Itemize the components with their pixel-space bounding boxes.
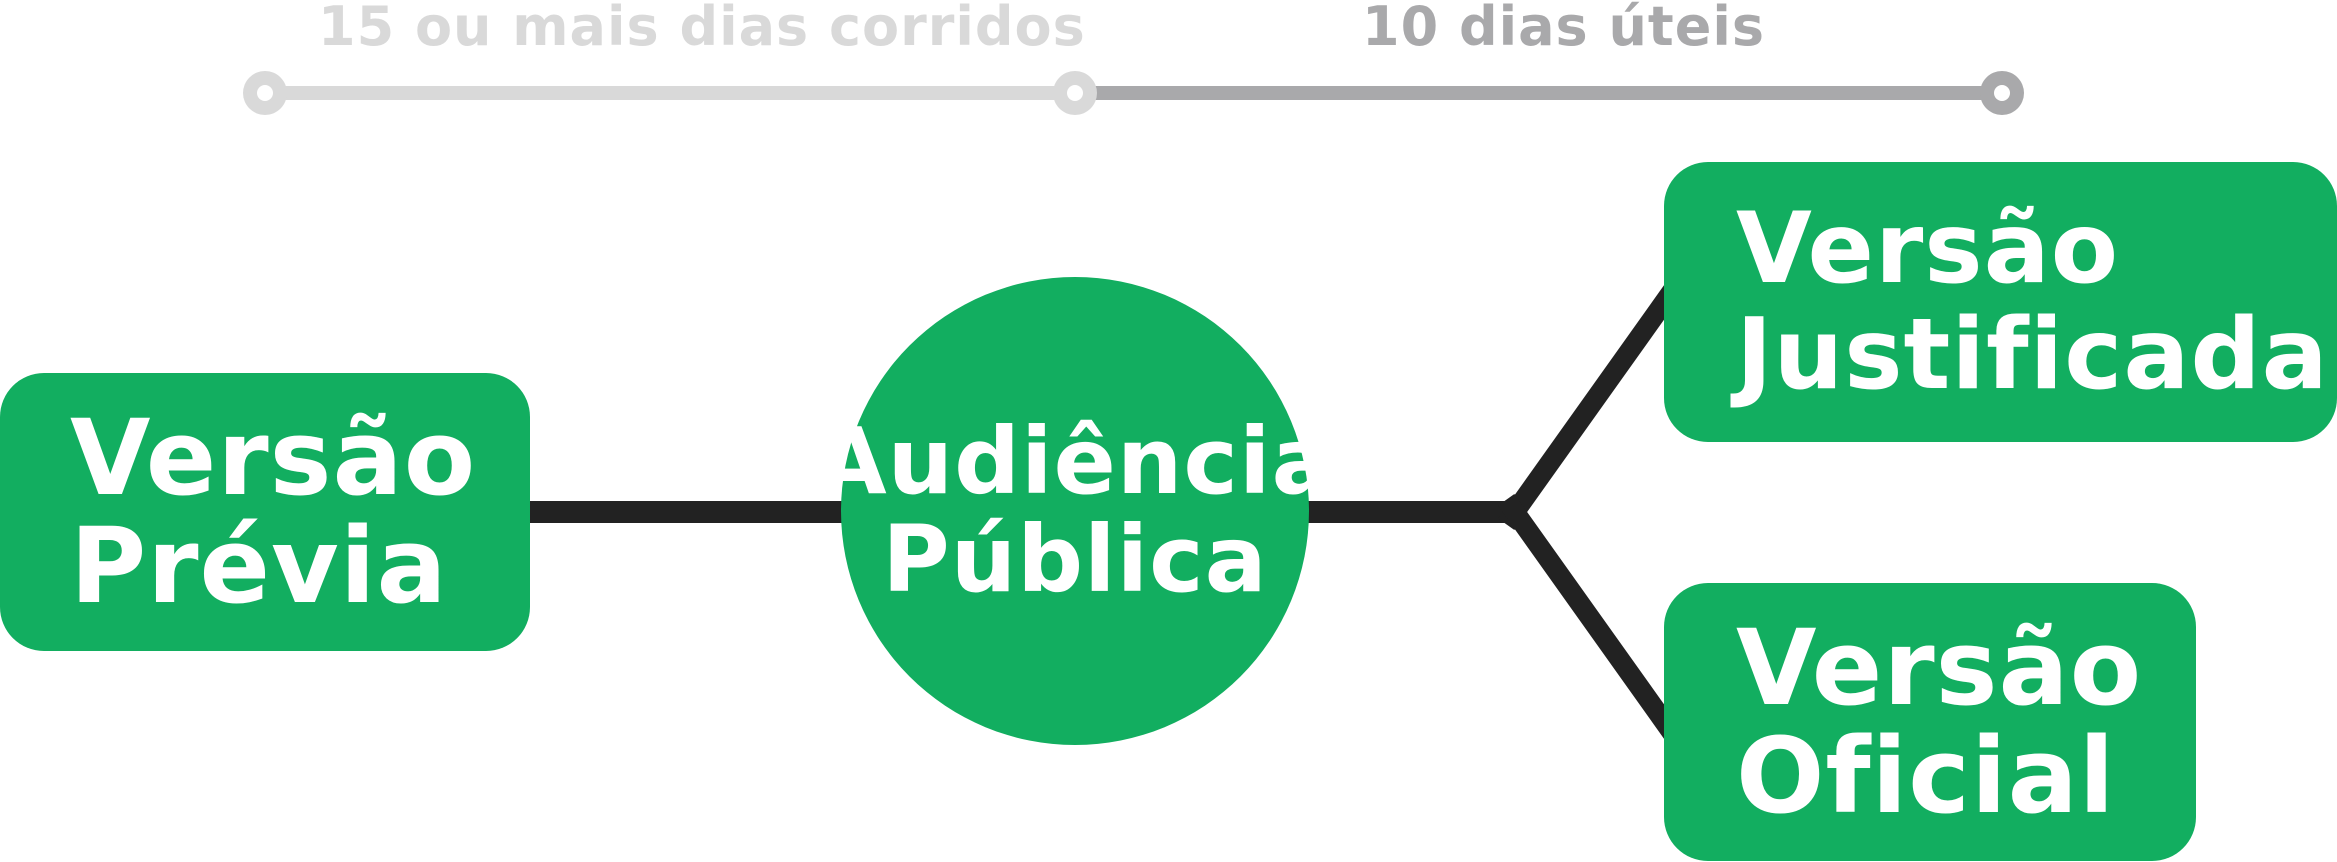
node-justificada-line2: Justificada	[1736, 298, 2329, 412]
node-oficial-line1: Versão	[1736, 607, 2143, 729]
node-justificada-line1: Versão	[1736, 192, 2120, 306]
node-previa-line1: Versão	[70, 397, 477, 519]
node-versao-previa	[0, 373, 530, 651]
node-versao-justificada	[1664, 162, 2337, 442]
timeline-dot-start-inner	[257, 85, 273, 101]
node-audiencia-line1: Audiência	[815, 408, 1335, 515]
connector-branch-justificada	[1512, 280, 1680, 516]
node-audiencia-publica	[815, 277, 1335, 745]
node-versao-oficial	[1664, 583, 2196, 861]
node-previa-line2: Prévia	[70, 505, 448, 627]
timeline-dot-end-inner	[1994, 85, 2010, 101]
timeline-label-10-dias: 10 dias úteis	[1362, 0, 1766, 58]
node-audiencia-line2: Pública	[882, 506, 1268, 613]
timeline-label-15-dias: 15 ou mais dias corridos	[318, 0, 1086, 58]
node-oficial-line2: Oficial	[1736, 715, 2116, 837]
connector-branch-oficial	[1512, 508, 1680, 744]
timeline-dot-middle-inner	[1067, 85, 1083, 101]
